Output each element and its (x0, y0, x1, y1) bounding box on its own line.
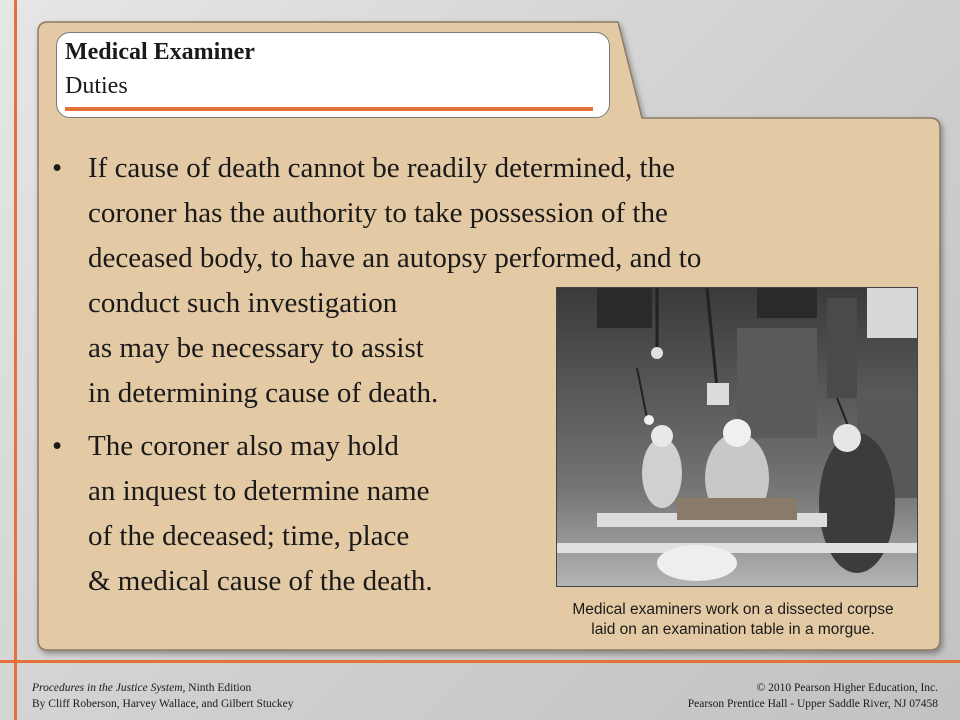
footer-copyright (688, 680, 938, 712)
footer-citation (32, 680, 294, 712)
book-authors: By Cliff Roberson, Harvey Wallace, and Gilbert Stuckey (32, 698, 294, 710)
bullet-line: as may be necessary to assist (88, 332, 424, 364)
bullet-line: deceased body, to have an autopsy performed, and to (88, 242, 702, 274)
bullet-line: in determining cause of death. (88, 377, 439, 409)
bullet-dot: • (52, 430, 63, 462)
bullet-line: & medical cause of the death. (88, 565, 433, 597)
photo-caption (528, 600, 938, 640)
bullet-line: coroner has the authority to take possession of the (88, 197, 668, 229)
bullet-line: The coroner also may hold (88, 430, 399, 462)
publisher-text: Pearson Prentice Hall - Upper Saddle River, NJ 07458 (687, 698, 938, 710)
slide-subtitle: Duties (65, 73, 128, 99)
bullet-line: an inquest to determine name (88, 475, 430, 507)
book-edition: Ninth Edition (185, 682, 252, 694)
bullet-line: If cause of death cannot be readily determined, the (88, 152, 675, 184)
bullet-line: of the deceased; time, place (88, 520, 410, 552)
title-box (56, 32, 610, 118)
bullet-line: conduct such investigation (88, 287, 398, 319)
caption-line: Medical examiners work on a dissected corpse (572, 601, 894, 618)
caption-line: laid on an examination table in a morgue. (591, 621, 875, 638)
title-underline (65, 107, 593, 111)
slide-title: Medical Examiner (65, 39, 255, 65)
morgue-photo (556, 287, 918, 587)
copyright-text: © 2010 Pearson Higher Education, Inc. (756, 682, 938, 694)
bullet-dot: • (52, 152, 63, 184)
book-title: Procedures in the Justice System, (32, 682, 186, 694)
